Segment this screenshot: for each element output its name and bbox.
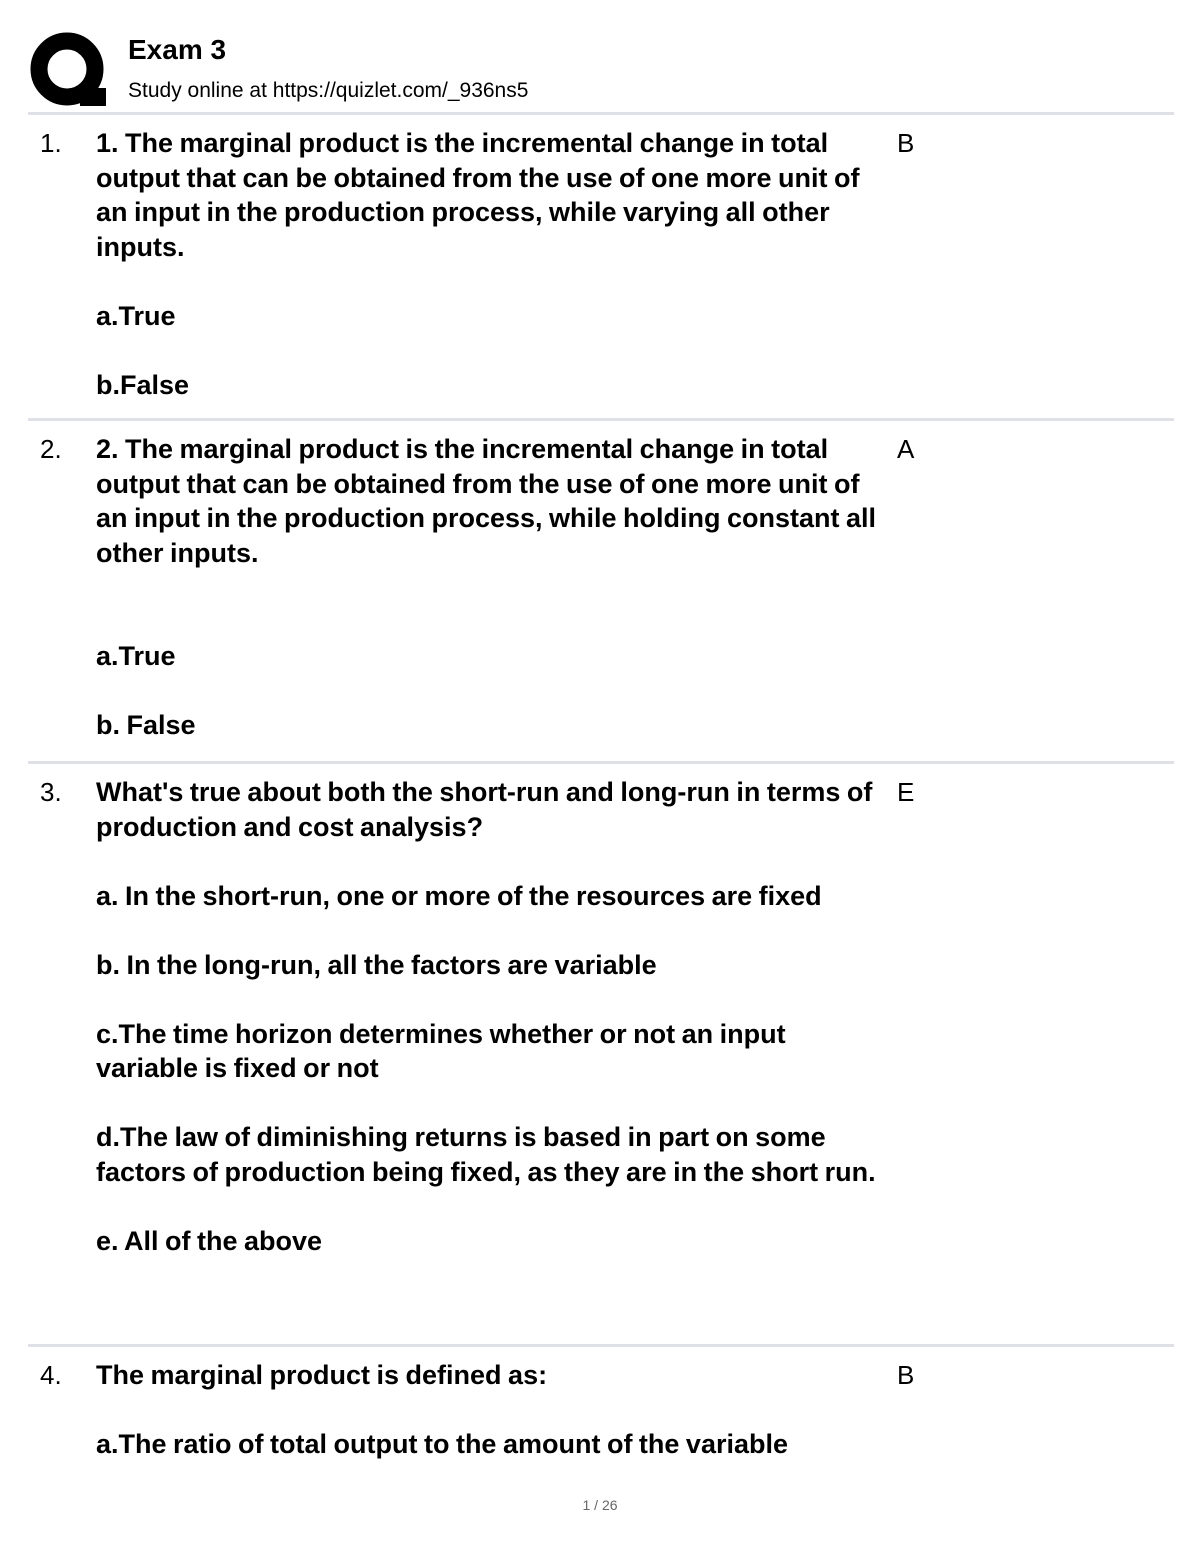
question-answer: B [897, 128, 915, 158]
question-number: 2. [40, 434, 62, 464]
question-text: 2. The marginal product is the incremental change in total output that can be obtained from the use of one more unit of an input in the production process, while holding constant all other inputs. a.True b. False [96, 434, 877, 740]
question-text: 1. The marginal product is the incremental change in total output that can be obtained from the use of one more unit of an input in the production process, while varying all other inputs. a.True b.False [96, 128, 860, 400]
question-number: 4. [40, 1360, 62, 1390]
divider [28, 418, 1174, 421]
divider [28, 1344, 1174, 1347]
page-indicator: 1 / 26 [582, 1497, 618, 1513]
divider [28, 761, 1174, 764]
study-link-text: Study online at https://quizlet.com/_936ns5 [128, 79, 529, 102]
question-answer: B [897, 1360, 915, 1390]
question-text: What's true about both the short-run and long-run in terms of production and cost analysis? a. In the short-run, one or more of the resources are fixed b. In the long-run, all the factors are variable c.The time horizon determines whether or not an input variable is fixed or not d.The law of diminishing returns is based in part on some factors of production being fixed, as they are in the short run. e. All of the above [96, 777, 876, 1256]
page-header [28, 30, 1174, 112]
question-number: 1. [40, 128, 62, 158]
question-answer: A [897, 434, 915, 464]
question-text: The marginal product is defined as: a.The ratio of total output to the amount of the variable [96, 1360, 788, 1459]
divider [28, 112, 1174, 115]
question-answer: E [897, 777, 915, 807]
page-title: Exam 3 [128, 34, 227, 65]
quizlet-logo-icon [30, 32, 106, 108]
question-number: 3. [40, 777, 62, 807]
